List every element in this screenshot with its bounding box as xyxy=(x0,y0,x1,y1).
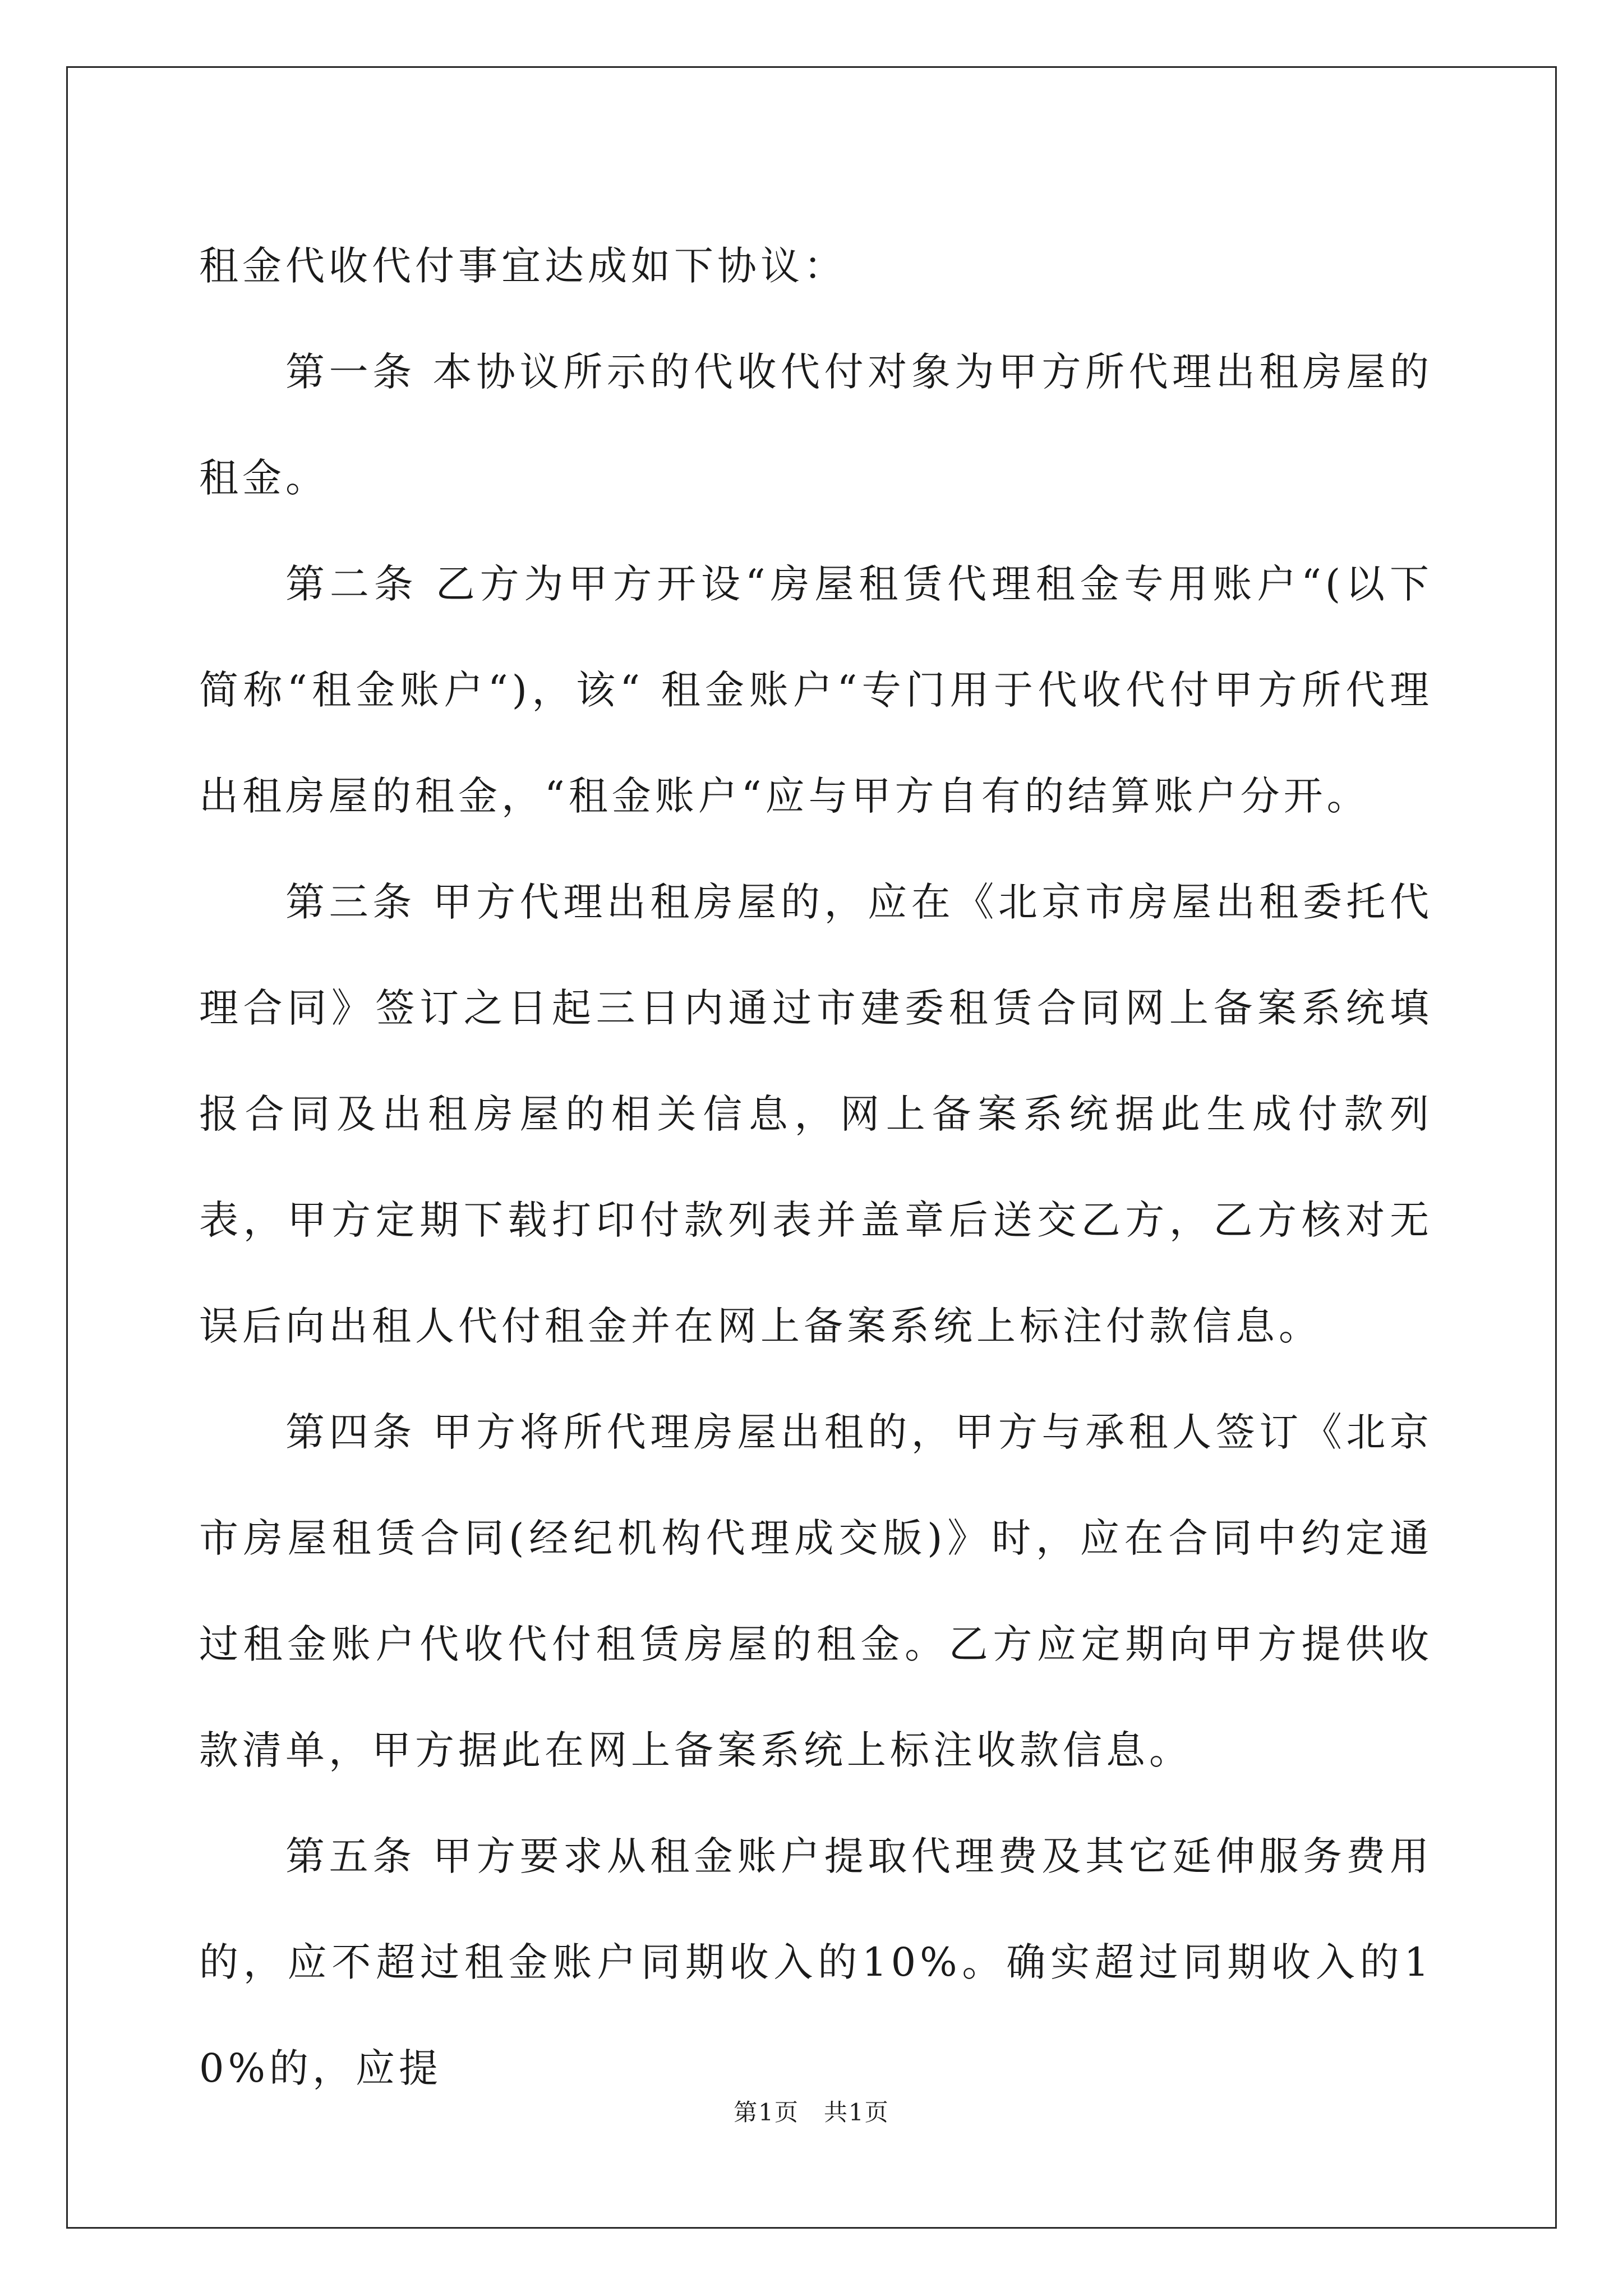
paragraph-article-5: 第五条 甲方要求从租金账户提取代理费及其它延伸服务费用的，应不超过租金账户同期收入的10%。确实超过同期收入的10%的，应提 xyxy=(199,1833,1433,2091)
paragraph-article-2: 第二条 乙方为甲方开设“房屋租赁代理租金专用账户“(以下简称“租金账户“)，该“ 租金账户“专门用于代收代付甲方所代理出租房屋的租金，“租金账户“应与甲方自有的结算账户分开。 xyxy=(199,561,1433,819)
page-footer: 第1页 共1页 xyxy=(734,2099,889,2126)
paragraph-article-4: 第四条 甲方将所代理房屋出租的，甲方与承租人签订《北京市房屋租赁合同(经纪机构代理成交版)》时，应在合同中约定通过租金账户代收代付租赁房屋的租金。乙方应定期向甲方提供收款清单，甲方据此在网上备案系统上标注收款信息。 xyxy=(199,1409,1433,1773)
paragraph-article-1: 第一条 本协议所示的代收代付对象为甲方所代理出租房屋的租金。 xyxy=(199,349,1433,501)
document-body xyxy=(199,213,1433,2122)
paragraph-intro: 租金代收代付事宜达成如下协议： xyxy=(199,243,847,289)
paragraph-article-3: 第三条 甲方代理出租房屋的，应在《北京市房屋出租委托代理合同》签订之日起三日内通过市建委租赁合同网上备案系统填报合同及出租房屋的相关信息，网上备案系统据此生成付款列表，甲方定期下载打印付款列表并盖章后送交乙方，乙方核对无误后向出租人代付租金并在网上备案系统上标注付款信息。 xyxy=(199,879,1433,1349)
